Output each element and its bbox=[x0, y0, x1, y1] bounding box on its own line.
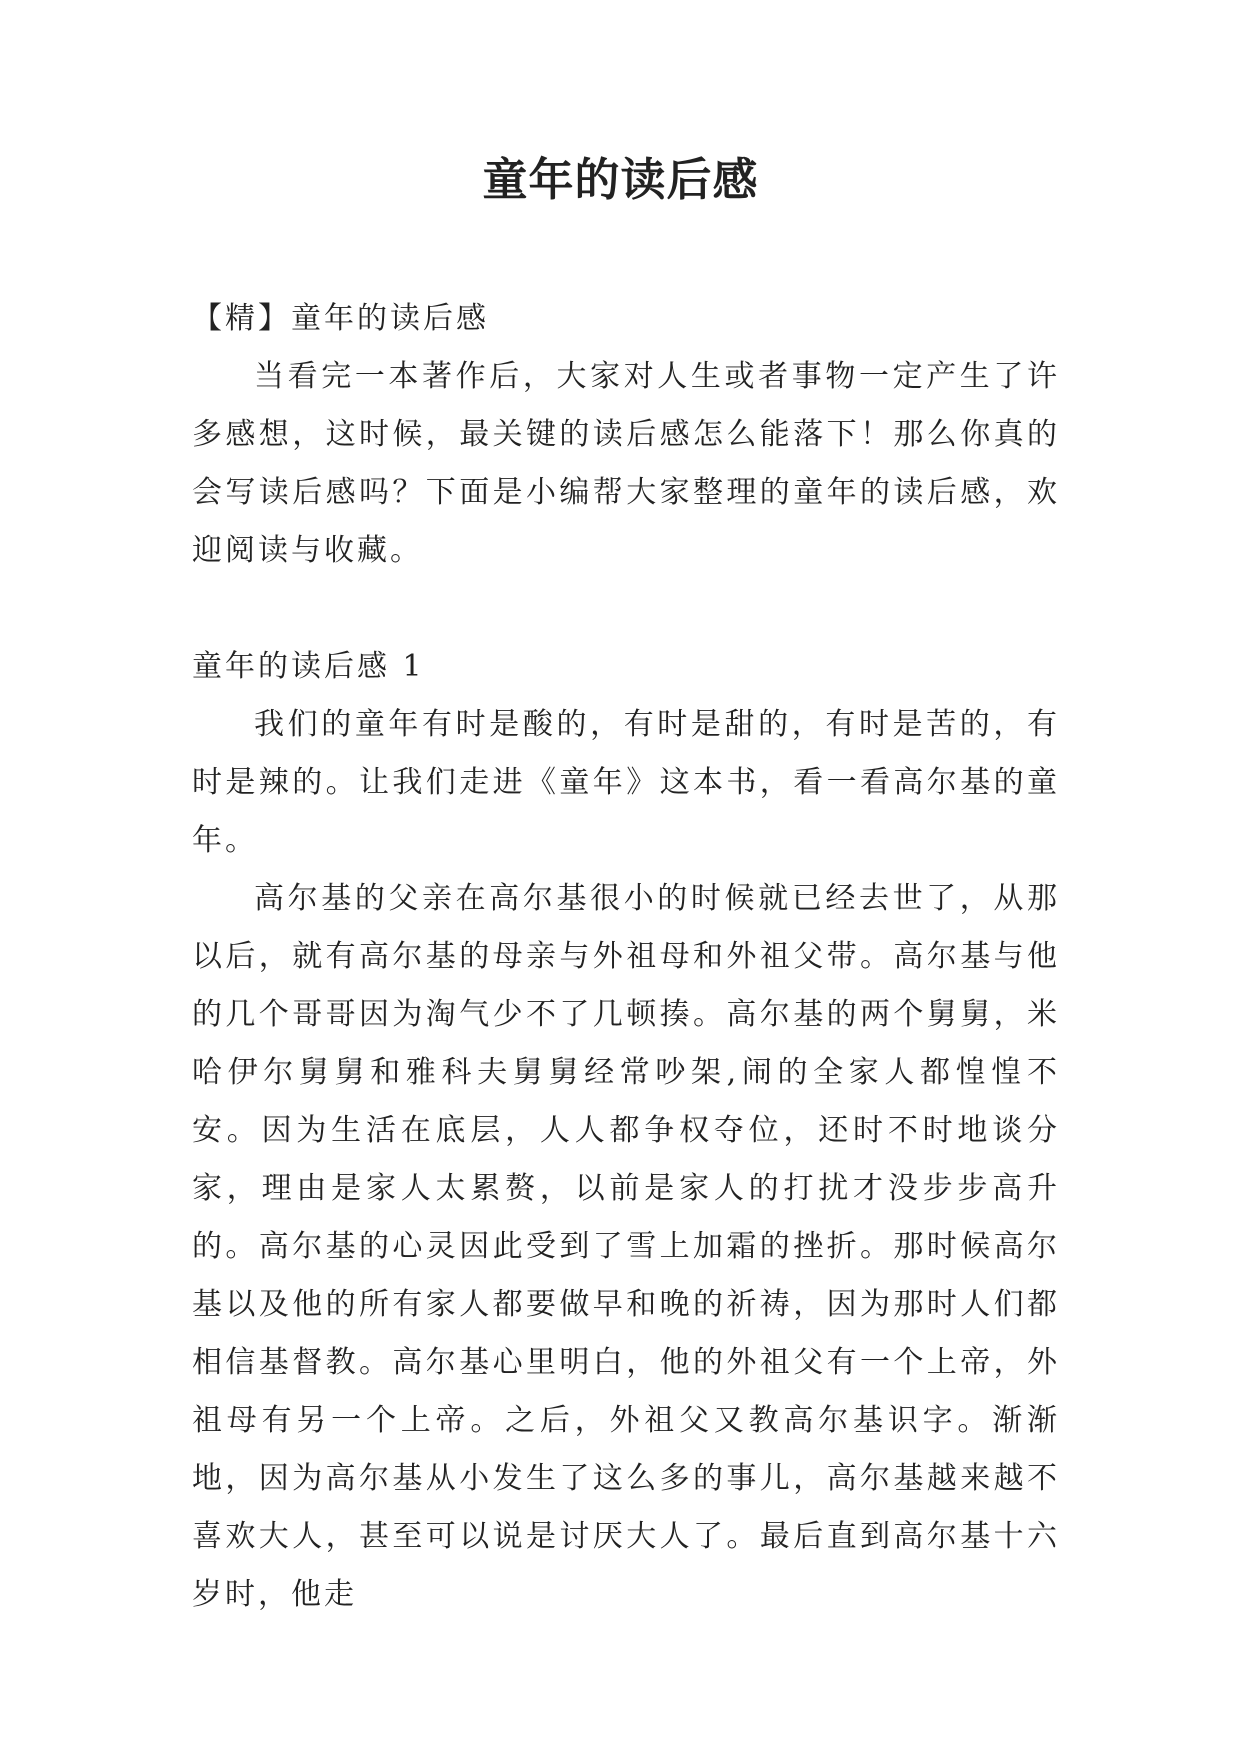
body-paragraph-1: 我们的童年有时是酸的，有时是甜的，有时是苦的，有时是辣的。让我们走进《童年》这本书，看一看高尔基的童年。 bbox=[192, 707, 1060, 858]
intro-paragraph: 当看完一本著作后，大家对人生或者事物一定产生了许多感想，这时候，最关键的读后感怎么能落下！那么你真的会写读后感吗？下面是小编帮大家整理的童年的读后感，欢迎阅读与收藏。 bbox=[192, 359, 1060, 568]
section-heading: 童年的读后感 1 bbox=[192, 649, 425, 684]
document-subtitle: 【精】童年的读后感 bbox=[192, 301, 489, 336]
document-body bbox=[192, 290, 1060, 1624]
section-spacer bbox=[192, 580, 1060, 638]
document-title: 童年的读后感 bbox=[482, 153, 759, 206]
body-paragraph-2: 高尔基的父亲在高尔基很小的时候就已经去世了，从那以后，就有高尔基的母亲与外祖母和外祖父带。高尔基与他的几个哥哥因为淘气少不了几顿揍。高尔基的两个舅舅，米哈伊尔舅舅和雅科夫舅舅经常吵架,闹的全家人都惶惶不安。因为生活在底层，人人都争权夺位，还时不时地谈分家，理由是家人太累赘，以前是家人的打扰才没步步高升的。高尔基的心灵因此受到了雪上加霜的挫折。那时候高尔基以及他的所有家人都要做早和晚的祈祷，因为那时人们都相信基督教。高尔基心里明白，他的外祖父有一个上帝，外祖母有另一个上帝。之后，外祖父又教高尔基识字。渐渐地，因为高尔基从小发生了这么多的事儿，高尔基越来越不喜欢大人，甚至可以说是讨厌大人了。最后直到高尔基十六岁时，他走 bbox=[192, 881, 1060, 1612]
